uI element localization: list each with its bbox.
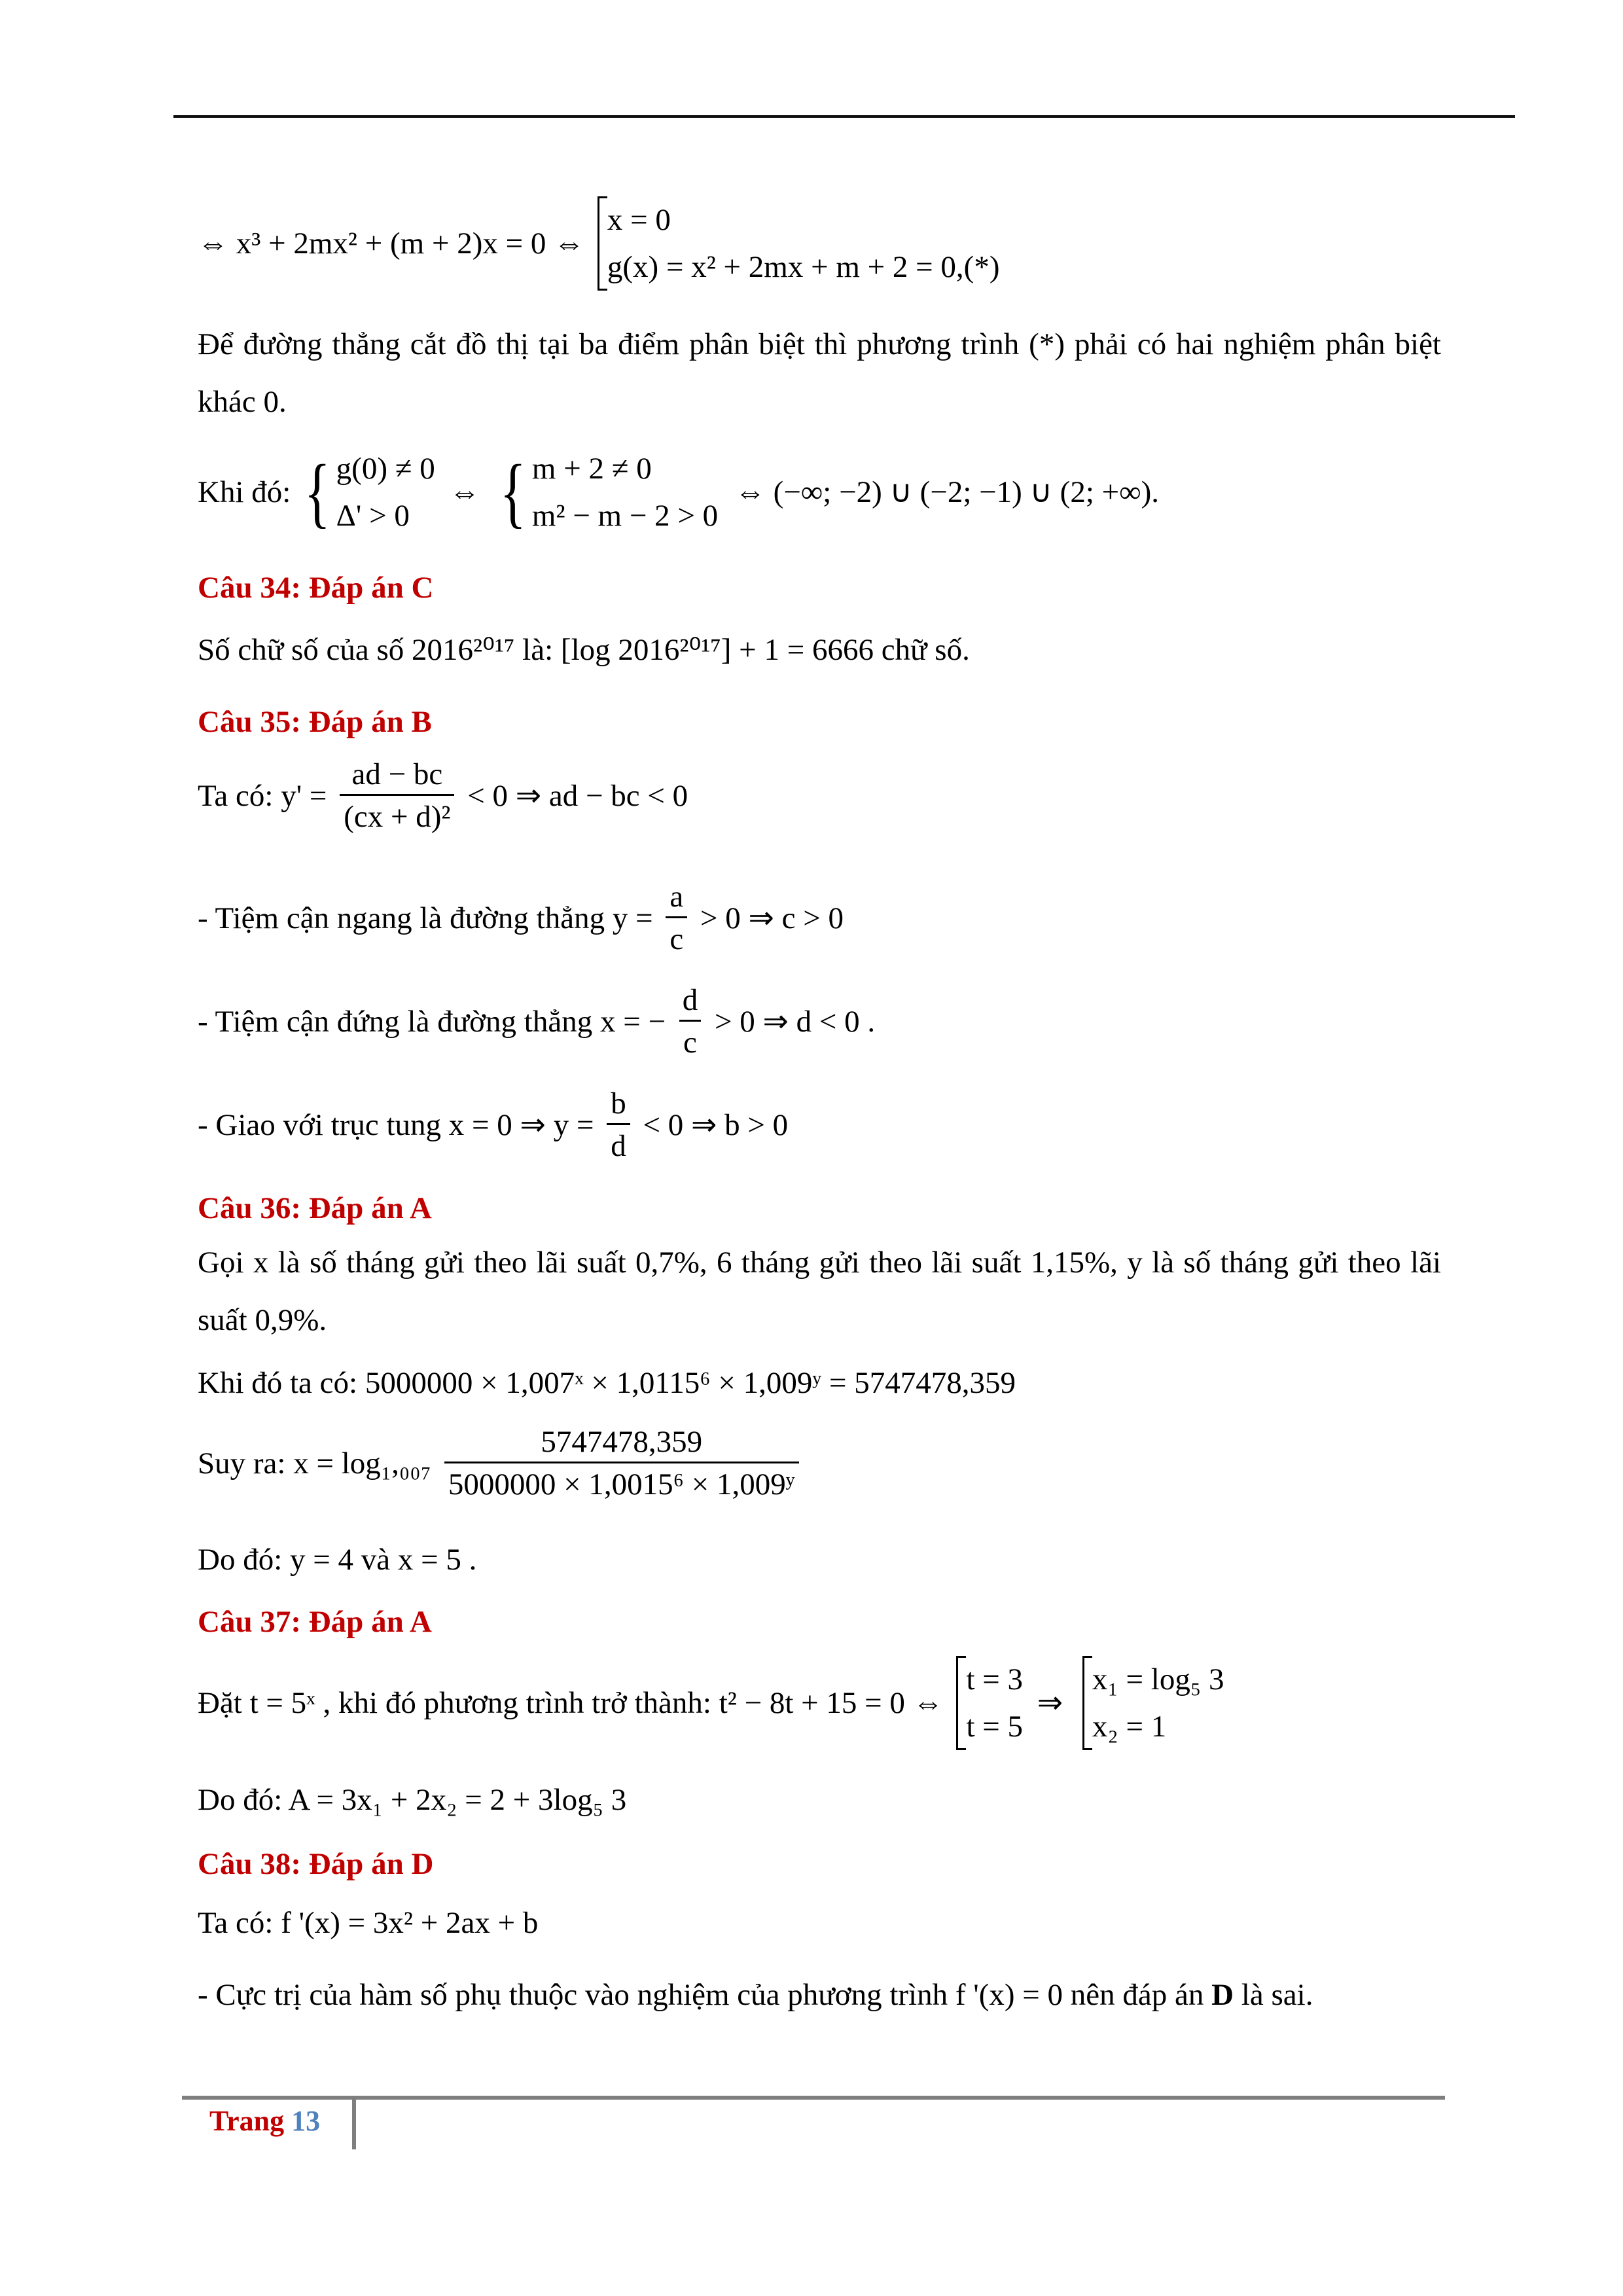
footer-rule	[182, 2096, 1445, 2100]
q35-fraction-den: (cx + d)²	[340, 794, 454, 835]
q35-line-2-after: > 0 ⇒ d < 0 .	[714, 1004, 876, 1039]
footer-divider	[352, 2100, 356, 2149]
q38-line-bold: D	[1211, 1978, 1234, 2012]
equation-1-left: ⇔ x³ + 2mx² + (m + 2)x = 0 ⇔	[198, 226, 585, 260]
q35-line-1-den: c	[666, 916, 687, 958]
condition-system: Khi đó: { g(0) ≠ 0 Δ' > 0 ⇔ { m + 2 ≠ 0 m² − m − 2 > 0 ⇔ (−∞; −2) ∪ (−2; −1) ∪ (2; +∞).	[198, 445, 1159, 539]
q35-line-2-num: d	[682, 983, 698, 1017]
q37-case-x2: x₂ = 1	[1092, 1710, 1167, 1744]
q37-arrow: ⇒	[1037, 1685, 1063, 1720]
system-2: { m + 2 ≠ 0 m² − m − 2 > 0	[494, 445, 718, 539]
q35-line-1-after: > 0 ⇒ c > 0	[700, 901, 844, 935]
q35-fraction-num: ad − bc	[351, 757, 443, 791]
q35-line-3-text: - Giao với trục tung x = 0 ⇒ y =	[198, 1107, 594, 1142]
page-number: 13	[291, 2105, 321, 2137]
q34-text: Số chữ số của số 2016²⁰¹⁷ là: [log 2016²⁰¹⁷] + 1 = 6666 chữ số.	[198, 633, 970, 667]
heading-q38: Câu 38: Đáp án D	[198, 1847, 434, 1881]
q35-ta-co: Ta có: y' =	[198, 778, 327, 813]
heading-q37: Câu 37: Đáp án A	[198, 1605, 432, 1639]
q35-derivative	[198, 756, 688, 836]
q37-do-do: Do đó: A = 3x₁ + 2x₂ = 2 + 3log₅ 3	[198, 1783, 627, 1817]
q35-inequality: < 0 ⇒ ad − bc < 0	[467, 778, 688, 813]
q37-substitution	[198, 1656, 1224, 1750]
equation-1-case-2: g(x) = x² + 2mx + m + 2 = 0,(*)	[607, 250, 1000, 284]
system-1-line-1: g(0) ≠ 0	[336, 452, 435, 486]
heading-q35: Câu 35: Đáp án B	[198, 705, 432, 739]
q37-case-x1: x₁ = log₅ 3	[1092, 1662, 1224, 1696]
q35-line-1-text: - Tiệm cận ngang là đường thẳng y =	[198, 901, 653, 935]
q35-fraction	[340, 756, 454, 836]
condition-result: ⇔ (−∞; −2) ∪ (−2; −1) ∪ (2; +∞).	[734, 475, 1160, 509]
q35-line-1	[198, 878, 844, 958]
q35-line-1-num: a	[669, 880, 684, 914]
q35-line-3-after: < 0 ⇒ b > 0	[643, 1107, 789, 1142]
q36-khi-do: Khi đó ta có: 5000000 × 1,007ˣ × 1,0115⁶ × 1,009ʸ = 5747478,359	[198, 1366, 1016, 1400]
khi-do-label: Khi đó:	[198, 475, 291, 509]
equation-1-cases	[597, 196, 1000, 291]
q38-line-text: - Cực trị của hàm số phụ thuộc vào nghiệm của phương trình f '(x) = 0 nên đáp án	[198, 1978, 1204, 2012]
q35-line-3-den: d	[607, 1123, 630, 1164]
q35-line-3	[198, 1085, 788, 1165]
q35-line-2-text: - Tiệm cận đứng là đường thẳng x = −	[198, 1004, 666, 1039]
q36-suy-ra-text: Suy ra: x = log₁,₀₀₇	[198, 1446, 432, 1480]
system-2-line-2: m² − m − 2 > 0	[531, 499, 719, 533]
footer-label: Trang	[209, 2105, 285, 2137]
q35-line-3-frac	[607, 1085, 630, 1165]
system-1: { g(0) ≠ 0 Δ' > 0	[298, 445, 435, 539]
header-rule	[173, 115, 1515, 118]
q36-fraction-num: 5747478,359	[541, 1425, 703, 1459]
system-1-line-2: Δ' > 0	[336, 499, 410, 533]
heading-q36: Câu 36: Đáp án A	[198, 1191, 432, 1225]
paragraph-condition: Để đường thẳng cắt đồ thị tại ba điểm phân biệt thì phương trình (*) phải có hai nghiệm phân biệt khác 0.	[198, 327, 1441, 419]
q38-line	[198, 1977, 1313, 2013]
system-2-line-1: m + 2 ≠ 0	[531, 452, 652, 486]
equation-1	[198, 196, 1000, 291]
q35-line-2	[198, 982, 875, 1062]
q35-line-1-frac	[666, 878, 687, 958]
q37-case-t1: t = 3	[966, 1662, 1024, 1696]
heading-q34: Câu 34: Đáp án C	[198, 571, 434, 605]
q36-do-do: Do đó: y = 4 và x = 5 .	[198, 1543, 477, 1577]
equation-1-case-1: x = 0	[607, 203, 671, 237]
q38-line-tail: là sai.	[1241, 1978, 1313, 2012]
q36-text: Gọi x là số tháng gửi theo lãi suất 0,7%, 6 tháng gửi theo lãi suất 1,15%, y là số tháng gửi theo lãi suất 0,9%.	[198, 1246, 1441, 1337]
q36-suy-ra	[198, 1424, 804, 1503]
q38-ta-co: Ta có: f '(x) = 3x² + 2ax + b	[198, 1906, 539, 1940]
q36-fraction	[444, 1424, 799, 1503]
q35-line-3-num: b	[611, 1086, 626, 1121]
q37-dat-text: Đặt t = 5ˣ , khi đó phương trình trở thành: t² − 8t + 15 = 0 ⇔	[198, 1685, 944, 1720]
q37-cases-t	[956, 1656, 1023, 1750]
q37-cases-x	[1082, 1656, 1224, 1750]
q35-line-2-den: c	[679, 1020, 701, 1061]
q37-case-t2: t = 5	[966, 1710, 1024, 1744]
q36-fraction-den: 5000000 × 1,0015⁶ × 1,009ʸ	[444, 1462, 799, 1503]
page-footer	[209, 2104, 320, 2138]
q35-line-2-frac	[679, 982, 702, 1062]
